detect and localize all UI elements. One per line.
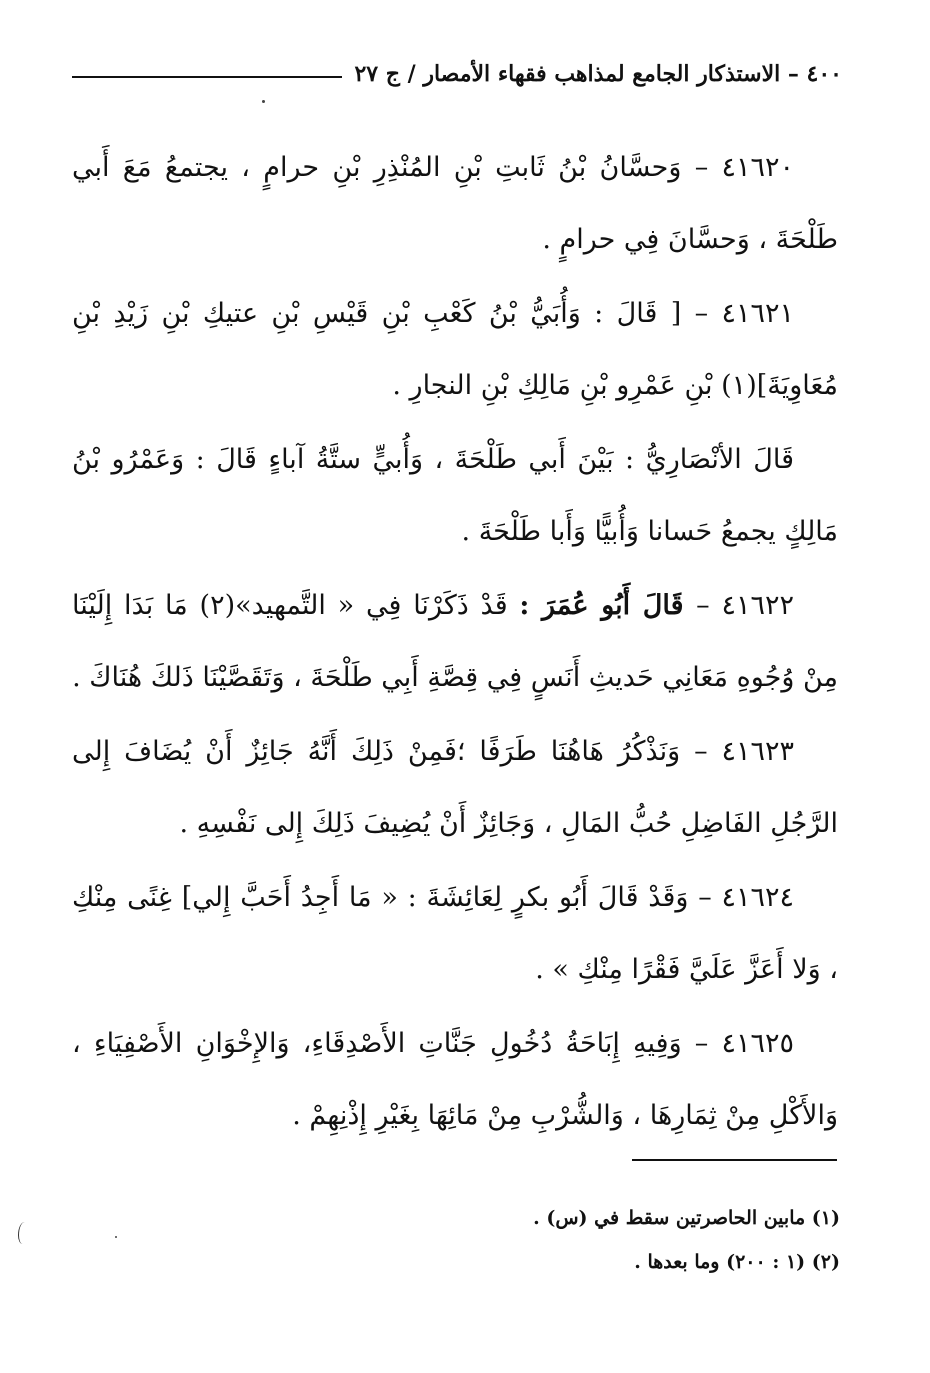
running-title: ٤٠٠ – الاستذكار الجامع لمذاهب فقهاء الأمصار / ج ٢٧ <box>354 61 842 87</box>
paragraph-lead: قَالَ أَبُو عُمَرَ : <box>519 590 697 621</box>
margin-mark <box>18 1222 29 1244</box>
paragraph-number: ٤١٦٢٤ – <box>698 882 794 913</box>
paragraph-number: ٤١٦٢٠ – <box>694 152 794 183</box>
print-speck <box>262 100 265 103</box>
paragraph-number: ٤١٦٢٥ – <box>694 1028 794 1059</box>
paragraph-text: وَفِيهِ إِبَاحَةُ دُخُولِ جَنَّاتِ الأَصْدِقَاءِ، وَالإِخْوَانِ الأَصْفِيَاءِ ، وَالأَكْلِ مِنْ ثِمَارِهَا ، وَالشُّرْبِ مِنْ مَائِهَا بِغَيْرِ إِذْنِهِمْ . <box>72 1028 838 1131</box>
paragraph-text: [ قَالَ : وَأُبَيُّ بْنُ كَعْبِ بْنِ قَيْسِ بْنِ عتيكِ بْنِ زَيْدِ بْنِ مُعَاوِيَةَ](١) بْنِ عَمْرِو بْنِ مَالِكِ بْنِ النجارِ . <box>72 298 838 401</box>
paragraph-number: ٤١٦٢٢ – <box>696 590 794 621</box>
paragraph-41621 <box>72 278 838 422</box>
paragraph-number: ٤١٦٢٣ – <box>694 736 794 767</box>
footnotes <box>200 1196 840 1284</box>
page-header <box>72 56 842 92</box>
paragraph-number: ٤١٦٢١ – <box>694 298 794 329</box>
paragraph-text: وَقَدْ قَالَ أَبُو بكرٍ لِعَائِشَةَ : « مَا أَجِدُ أَحَبَّ إِلي] غِنًى مِنْكِ ، وَلا أَعَزَّ عَلَيَّ فَقْرًا مِنْكِ » . <box>72 882 838 985</box>
header-rule <box>72 76 342 78</box>
paragraph-41625 <box>72 1008 838 1152</box>
paragraph-text: وَحسَّانُ بْنُ ثَابتِ بْنِ المُنْذِرِ بْنِ حرامٍ ، يجتمعُ مَعَ أَبي طَلْحَةَ ، وَحسَّانَ فِي حرامٍ . <box>72 152 838 255</box>
main-text <box>72 132 838 1154</box>
footnote-separator <box>632 1159 837 1161</box>
paragraph-41624 <box>72 862 838 1006</box>
footnote-2: (٢) (١ : ٢٠٠) وما بعدها . <box>634 1251 840 1273</box>
paragraph-text: قَالَ الأنْصَارِيُّ : بَيْنَ أَبي طَلْحَةَ ، وَأُبيٍّ ستَّةُ آباءٍ قَالَ : وَعَمْرُو بْنُ مَالِكٍ يجمعُ حَسانا وَأُبيًّا وَأَبا طَلْحَةَ . <box>72 444 838 547</box>
paragraph-ansari <box>72 424 838 568</box>
print-speck <box>115 1236 117 1238</box>
paragraph-text: وَنَذْكُرُ هَاهُنَا طَرَفًا ؛فَمِنْ ذَلِكَ أَنَّهُ جَائِزٌ أَنْ يُضَافَ إِلى الرَّجُلِ الفَاضِلِ حُبُّ المَالِ ، وَجَائِزٌ أَنْ يُضِيفَ ذَلِكَ إِلى نَفْسِهِ . <box>72 736 838 839</box>
paragraph-41623 <box>72 716 838 860</box>
footnote-1: (١) مابين الحاصرتين سقط في (س) . <box>533 1207 840 1229</box>
paragraph-text: قَدْ ذَكَرْنَا فِي « التَّمهيد»(٢) مَا بَدَا إِلَيْنَا مِنْ وُجُوهِ مَعَانِي حَديثِ أَنَسٍ فِي قِصَّةِ أَبِي طَلْحَةَ ، وَتَقَصَّيْنَا ذَلكَ هُنَاكَ . <box>72 590 838 693</box>
paragraph-41620 <box>72 132 838 276</box>
paragraph-41622 <box>72 570 838 714</box>
